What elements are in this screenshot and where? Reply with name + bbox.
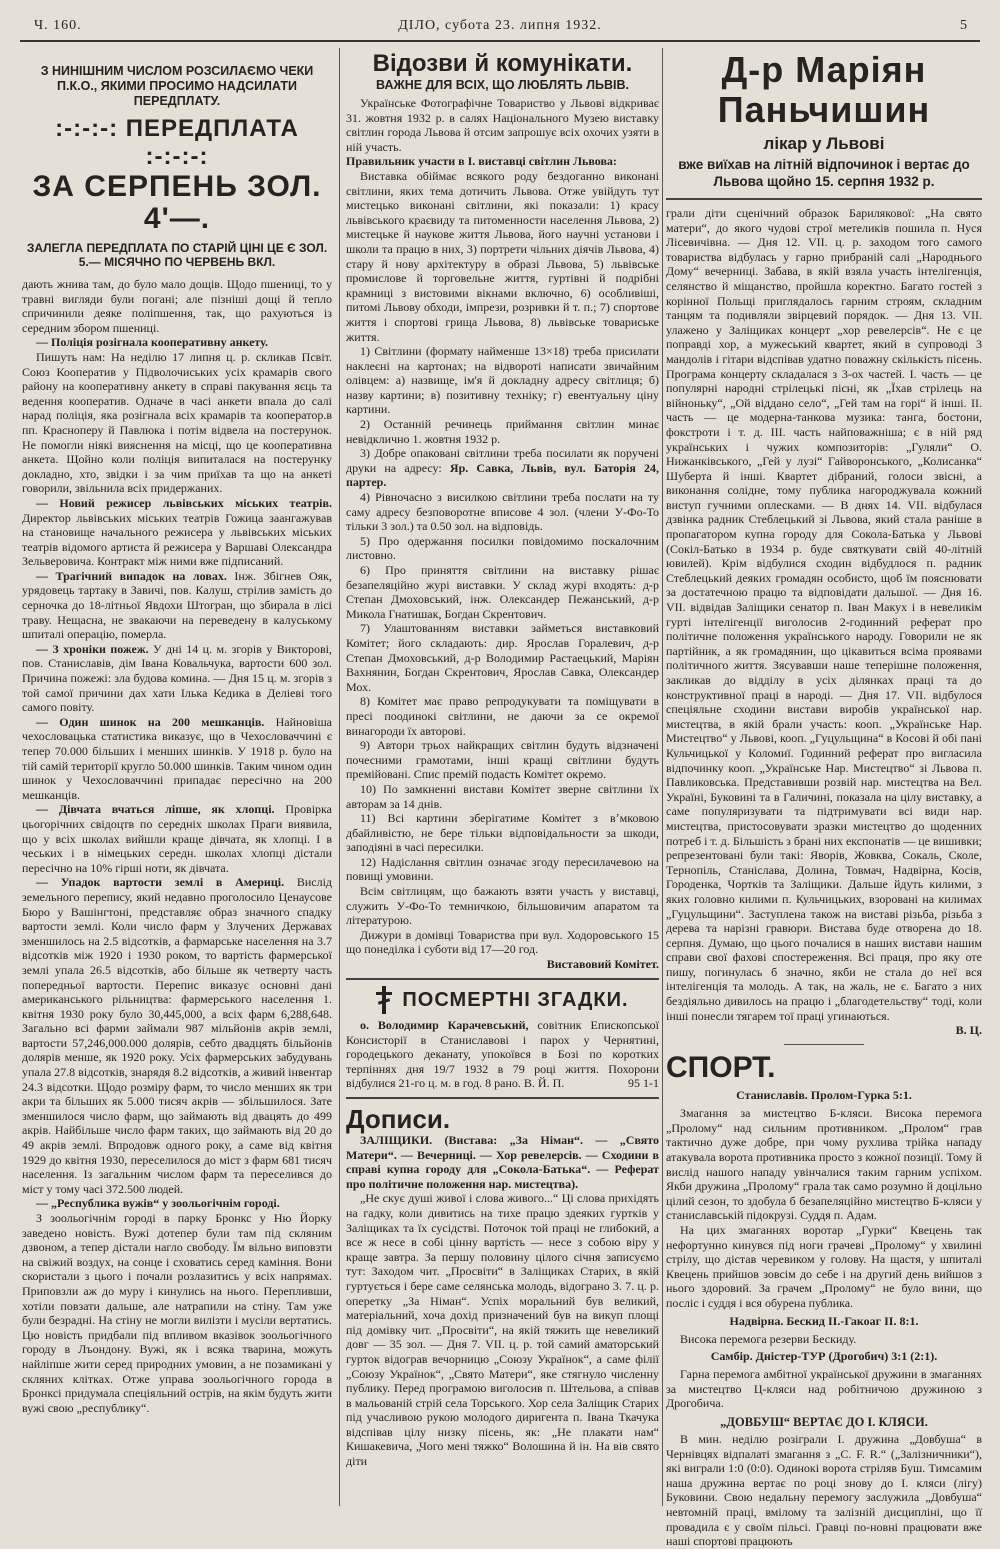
sport-body xyxy=(666,1367,982,1411)
column-middle xyxy=(346,48,659,1510)
subscription-heading: :-:-:-: ПЕРЕДПЛАТА :-:-:-: xyxy=(55,115,299,170)
article-text: Інж. Збігнев Ояк, урядовець тартаку в Завичі, пов. Калуш, стрілив замість до серночка до 18-літньої Явдохи Штогран, що збирала в лісі траву. Нещасна, не звакаючи на переведену в калуському шпиталі операцію, померла. xyxy=(22,568,333,642)
rule-item: 4) Рівночасно з висилкою світлини треба послати на ту саму адресу безповоротне вписове 4 зол. (члени У-Фо-То тільки 3 зол.) та 0.50 зол. на відповідь. xyxy=(346,490,659,534)
match-report: В мин. неділю розіграли І. дружина „Довбуша“ в Чернівцях відпалаті змагання з „С. F. R.“ („Залізничники“), які виграли 1:0 (0:0). Одинокі ворота стріляв Буш. Тимсамим наша дружина вертає по році знову до І. кляси (лігу) Буковини. Свою недальну перемогу заслужила „Довбуша“ невтомній праці, вмілому та залізній дисципліні, що її провадила є у своїм пільсі. Гравці по-новні працювати вже наші спортові працюють xyxy=(666,1431,982,1549)
issue-number: Ч. 160. xyxy=(34,18,82,33)
obituary-header xyxy=(346,986,659,1014)
rule-item: 1) Світлини (формату найменше 13×18) треба присилати наклеєні на картонах; на відвороті написати звичайним олівцем: а) назвище, ім'я й докладну адресу світлиця; б) назву картини; в) позитивну техніку; г) евентуальну ціну картини. xyxy=(346,344,659,417)
article-taverns xyxy=(22,715,332,803)
rule-item: 9) Автори трьох найкращих світлин будуть відзначені почесними грамотами, інші кращі світлини будуть премійовані. Спис премій подасть Комітет окремо. xyxy=(346,738,659,782)
article-theatre xyxy=(22,496,332,569)
running-head xyxy=(30,16,970,38)
obituary-details: совітник Епископської Консисторії в Станиславові і парох у Чернятині, городецького деканату, упокоївся в Бозі по коротких терпіннях дня 19/7 1932 в 79 році життя. Похорони відбулися 21-го ц. м. в год. 8 рано. В. Й. П. xyxy=(346,1018,659,1091)
article-coop xyxy=(22,335,332,350)
rule-text: 3) Добре опаковані світлини треба посилати як поручені друки на адресу: xyxy=(346,446,659,475)
article-heading: — Упадок вартости землі в Америці. xyxy=(36,875,285,890)
article-land xyxy=(22,875,332,1196)
rule-item: 7) Улаштованням виставки займеться виставковий Комітет; його складають: дир. Ярослав Горалевич, д-р Степан Дмоховський, д-р Володимир Растаецький, Маріян Вахнянин, Богдан Скрентович, Ярослав Савка, Олександер Мох. xyxy=(346,621,659,694)
article-heading: — Дівчата вчаться ліпше, як хлопці. xyxy=(36,802,275,817)
paragraph: Українське Фотографічне Товариство у Львові відкриває 31. жовтня 1932 р. в салях Національного Музею виставку світлин города Львова й отсим запрошує всіх охочих узяти в ній участь. xyxy=(346,96,659,154)
report-heading: ЗАЛІЩИКИ. (Вистава: „За Німан“. — „Свято Матери“. — Вечерниці. — Хор ревелерсів. — Сходини в справі купна городу для „Сокола-Батька“. — Реферат про політичне положення нар. мистецтва). xyxy=(346,1133,659,1191)
article-heading: — З хроніки пожеж. xyxy=(36,641,149,656)
article-text: Директор львівських міських театрів Гожица заангажував на становище начального режисера у львівських міських театрів відомого артиста й режисера у Варшаві Олександра Зельверовича. Контракт між ними вже підписаний. xyxy=(22,510,332,569)
section-title-reports: Дописи. xyxy=(346,1104,451,1134)
article-text: дають жнива там, до було мало дощів. Щодо пшениці, то у травні вигляди були погані; але пізніші дощі й тепло спричинили деяке поліпшення, так, що рахуються із середним збором пшениці. xyxy=(22,277,332,335)
paragraph: Дижури в домівці Товариства при вул. Ходоровського 15 що понеділка і суботи від 17—20 год. xyxy=(346,927,659,957)
paragraph: Всім світлицям, що бажають взяти участь у виставці, служить У-Фо-То темничкою, більшовичим апаратом та літературою. xyxy=(346,884,659,928)
subscription-notice: З НИНІШНИМ ЧИСЛОМ РОЗСИЛАЄМО ЧЕКИ П.К.О., ЯКИМИ ПРОСИМО НАДСИЛАТИ ПЕРЕДПЛАТУ. xyxy=(40,64,314,108)
article-text: З зоольогічнім городі в парку Бронкс у Ню Йорку заведено новість. Вужі дотепер були там під скляним дзвоном, а тепер дістали нагло свободу. Їм вільно виповзти на свіжий воздух, на сонце і сховатись серед каміння. Вони скористали з цього і почали розлазитись у всіх напрямах. Приповзли аж до муру і кинулись на нього. Перепливши, хотіли повзати дальше, але натрапили на стіну. Там уже були безрадні. На стіну не могли вилізти і мусіли вертатись. Цю новість придбали під впливом вказівок зоольогічного городу в Лъондону. Вужі, як і всяка тварина, можуть найліпше жити серед природних умовин, а не позамикані у скляних клітках. Отже управа зоольогічного города в Бронксі придумала спеціяльний острів, на якім будуть жити вужі свою „республику“. xyxy=(22,1211,332,1415)
report-text: „Не скує душі живої і слова живого...“ Ці слова прихідять на гадку, коли дивитись на тихе працю здеяких гуртків у Заліщиках та їх сусідстві. Поточок той праці не глибокий, а все ж несе в собі цінну вартість — несе з собою віру у краще завтра. За першу половину цілого січня записуємо тут: Заходом чит. „Просвіти“ в Заліщиках Старих, в якій гуртується і бере саме селянська молодь, відограно 3. 7. ц. р. оперетку „За Німан“. Успіх моральний був великий, матеріальний, хоча дохід призначений був на викуп площі під домівку чит. „Просвіти“, на якій тяжить ще невеликий довг — 35 зол. — Дня 7. VII. ц. р. той самий аматорський гурток відограв вечорницю „Союзу Українок“, а саме філії „Союзу Українок“, „Свято Матери“, яке стягнуло численну публику. Перед програмою виголосив п. Штельова, а співав в мальованій стрій села Торського. Хор села Заліщик Старих під учасливою рукою молодого диригента п. Івана Ткачука відспівав цілу низку пісень, як: „Не плакати нам“ Кишакевича, „Чого мені тяжко“ Волошина й ін. На вів свято діти xyxy=(346,1191,659,1469)
signature: Виставовий Комітет. xyxy=(546,957,659,972)
report-text: грали діти сценічний образок Барилякової: „На свято матери“, до якого чудові строї метеликів пошила п. Нуся Лісевичівна. — Дня 12. VII. ц. р. заходом того самого товариства відбулась у гарно прибраній салі „Народнього Дому“ вечерниці. Забава, в якій взяла участь інтелігенція, селянство й міщанство, пройшла коректно. Багато гостей з корінної Польщі приглядалось гарним строям, складним танцям та подивляли звірцевий порядок. — Дня 13. VII. улажено у Заліщиках концерт „хор ревелерсів“. Не є це поправді хор, а мужеський квартет, який в супроводі 3 мандолів і гітари відспівав удатно поважну скількість пісень. Програма концерту складалася з 3-ох частей. І. часть — це популярні народні стрілецькі пісні, як „Їхав стрілець на війноньку“, „Ой віддано село“, „Гей там на горі“ й інші. ІІ. часть — це модерна-танкова музика: танга, бостони, фокстроти і т. д. ІІІ. часть найповажніша; є в ній ряд українських і чужих композиторів: „Гуляли“ О. Нижанківського, „Гей у лузі“ Гайворонського, „Колисанка“ Шуберта й інші. Квартет дібраний, голоси звісні, а виконання солідне, тому публика нагороджувала кожний виступ гучними оплесками. — В днях 14. VII. відбулася дзвінка радник Стеблецький зі Львова, який стала раніше в пропагатором купна городу для Сокола-Батька у Львові (Сокіл-Батько в 1934 р. буде святкувати свій 40-літній ювилей). Крім відбулися сходин відбудлося п. радник Стеблецький деяких громадян особисто, щоб їм пояснювати за достатечною працю та відповідати дальшої. — Дня 16. VII. відвідав Заліщики сенатор п. Іван Макух і в невеликім гурті інтелігенції виголосив 2-годинний реферат про політичне положення українського народу. Говорили не як партійник, а як громадянин, що цікавиться всіма проявами політичного життя. Зясувавши наше теперішне положення, закликав до відділу в усіх ділянках праці та до конструктивної праці в народі. — Дня 17. VII. відбулося спеціяльне сходини вистави виробів української нар. мистецтва, в якій брали участь: кооп. „Українське Нар. Мистецтво“ у Львові, кооп. „Гуцульщина“ в Косові й обі пані Кульчицької у Коломиї. Годинний реферат про вигласила відпочинку кооп. „Українське Нар. Мистецтво“ зі Львова п. Павликовська. Представивши розвій нар. мистецтва на Вел. Україні, Буковині та в Галичині, показала на цілу виставку, а саме популяризувати та підтримувати всі види нар. мистецтва, пристосовувати зразки мистецтво до щоденних потреб і т. д. Більшість з брані них експонатів — це вишивки; репрезентовані були такі: Яворів, Жовква, Сокаль, Сколе, Тернопіль, Станіслава, Долина, Товмач, Надвірна, Косів, Городенка, Чортків та Заліщики. Дальше йдуть килими, з яких головно килими п. Кульчицьких, взоровані на килимах „Гуцульщини“. Заступлена також на виставі різьба, різьба з дерева та нарізні гравюри. Вистава буде отворена до 18. серпня. Думаю, що цього почалися в наших вистави нашим справи свої фахові спостереження. Всі праця, про яку оте пишу, погинулась б значно, якби не стала до неї вся інтелігенція та молодь. А так, на жаль, не є. Багато з них бездіяльно дивилось на працю і „благодетельству“ тоді, коли інші понесли тягарем тої праці угинаються. xyxy=(666,206,982,1023)
article-heading: — Новий режисер львівських міських театрів. xyxy=(36,495,332,510)
section-rule xyxy=(346,978,659,980)
match-report: Змагання за мистецтво Б-кляси. Висока перемога „Пролому“ над сильним противником. „Пролом“ грав тактично дуже добре, при чому рухлива трійка нападу атакувала ворота противника просто з кожної позиції. Тому й вислід нашого нападу увінчалися таким гарним успіхом. Якби дружина „Пролому“ грала так само розумно й доцільно цілий сезон, то здобула б безапеляційно мистецтво Б-кляси у станиславській підокрузі. Суддя п. Адам. xyxy=(666,1106,982,1223)
appeals-body xyxy=(346,96,659,957)
section-title-appeals: Відозви й комунікати. xyxy=(372,50,633,77)
rule-item: 5) Про одержання посилки повідомимо поскалочним листовно. xyxy=(346,533,659,563)
separator xyxy=(784,1044,864,1045)
article-heading: — Один шинок на 200 мешканців. xyxy=(36,714,265,729)
obituary-text xyxy=(346,1018,659,1091)
article-zoo xyxy=(22,1196,332,1211)
article-girls xyxy=(22,802,332,875)
article-text: У дні 14 ц. м. згорів у Викторові, пов. Станиславів, дім Івана Ковальчука, вартости 600 зол. Причина пожежі: зла будова комина. — Дня 15 ц. м. згорів з той самої причини дах хати Ількa Кедика в Деліеві того самого повіту. xyxy=(22,641,332,715)
article-heading: — Трагічний випадок на ловах. xyxy=(36,568,227,583)
header-rule xyxy=(20,40,980,42)
obituary-code: 95 1-1 xyxy=(628,1076,659,1091)
article-text: Пишуть нам: На неділю 17 липня ц. р. скликав Псвіт. Союз Кооператив у Підволочиських усіх крамарів свого району на кооперативну анкету в справі пакування яєць та ведення кооператив. Одначе в часі анкети впала до салі нарад поліція, яка розігнала всіх крамарів та кооператор.в пп. Красноперу й Павлюка і потім відвела на постерунок. Не помогли ніякі вияснення на місці, що це кооперативна анкета. Щойно коли поліція випиталася на постерунку докладно, хто, звідки і за чим приїхав та що на анкеті говорили, звільнила всіх придержаних. xyxy=(22,349,332,496)
sport-title: СПОРТ. xyxy=(666,1051,776,1085)
match-report: Висока перемога резерви Бескиду. xyxy=(680,1331,857,1346)
rule-item: 6) Про приняття світлини на виставку рішає безапеляційно журі виставки. У склад журі входять: д-р Степан Дмоховський, інж. Олександер Пежанський, д-р Микола Гнатишак, Богдан Скрентович. xyxy=(346,563,659,621)
subscription-price: ЗА СЕРПЕНЬ ЗОЛ. 4'—. xyxy=(32,170,322,235)
rule-item: 2) Останній речинець приймання світлин минає невідкличнo 1. жовтня 1932 р. xyxy=(346,417,659,446)
rule-item: 12) Надіслання світлин означає згоду пересилачeвою на повищі умовини. xyxy=(346,854,659,884)
section-rule xyxy=(666,198,982,200)
match-heading: Надвірна. Бескид ІІ.-Гакоаг ІІ. 8:1. xyxy=(729,1313,919,1328)
sport-body xyxy=(666,1106,982,1310)
doctor-ad-subtitle: лікар у Львові xyxy=(763,134,885,153)
article-heading: — „Республика вужів“ у зоольогічнім городі. xyxy=(36,1196,280,1211)
reports-continued xyxy=(666,206,982,1023)
rule-address: Яр. Савка, Львів, вул. Баторія 24, партер. xyxy=(346,460,659,490)
match-heading: Станиславів. Пролом-Гурка 5:1. xyxy=(736,1088,912,1103)
rule-item: 8) Комітет має право репродукувати та поміщувати в пресі пoодинокі світлини, не даючи за се окремої винагороди їх авторові. xyxy=(346,694,659,738)
article-hunt xyxy=(22,569,332,642)
paragraph: Виставка обіймає всякого роду бездоганно виконані світлини, яких тема дотичить Львова. Отже увійдуть тут мистецько виконані світлини, які показали: 1) красу львівського краєвиду та питоменности населення Львова, 2) мистецьке й наукове життя Львова, його научні установи і школи та працю в них, 3) портрети чільних діячів Львова, 4) стару й нову архітектуру в образі Львова, 5) львівське промислове й торговельне життя, гуртівні й подрібні крамниці з вистовими вікнами включно, 6) особливіші, питомі Львову обходи, імпрези, розривки й т. п.; 7) спортове життя і спортові грища Львова, 8) львівське товариське життя. xyxy=(346,168,659,344)
section-subtitle: ВАЖНЕ ДЛЯ ВСІХ, ЩО ЛЮБЛЯТЬ ЛЬВІВ. xyxy=(376,78,629,92)
doctor-ad-name: Д-р Маріян Паньчишин xyxy=(717,49,931,130)
column-divider xyxy=(662,48,663,1506)
rule-item: 10) По замкненні вистави Комітет зверне світлини їх авторам за 14 днів. xyxy=(346,781,659,811)
news-column-left xyxy=(22,277,332,1415)
column-right xyxy=(666,48,982,1549)
column-left xyxy=(22,48,332,1510)
reports-body xyxy=(346,1133,659,1469)
article-text: Вислід земельного перепису, який недавно проголосило Ценаусове Бюро у Вашінгтоні, представляє образ значного спадку вартости землі. Коли число фарм у Злучених Державах зменшилось на 2.5 відсотків, а фармарське населення на 3.7 відсотків між 1920 і 1930 роком, то вартість фармерської землі упала 26.5 відсотків, або більше як четверту часть попередньої вартости. Перепис виказує основні дані американського рільництва: фармерського населення 1. квітня 1930 року було 30,445,000, а всіх фарм 6,288,648. Загально всі фарми займали 987 мільйонів акрів землі, вартости 57,246,000.000 долярів, себто двадцять більйонів долярів менше, як 1920 року. Усіх фармерських забудувань упала 27.8 відсотків, знарядя 8.2 відсотків, а живий інвентар 24.3 відсотки. Щодо розміру фарм, то число менших як три акри та більших як 5.000 тисяч акрів — збільшилося. Зате зменшилося число фарм, що займають від двацять до 499 акрів. Найбільше число фарм таких, що займають від 20 до 49 акрів землі. Впродовж одного року, а саме від квітня 1929 до квітня 1930, переселилося до міст з фарм 681 тисяч населення. Із загальним числом фарм та переселився до міст у тому часі 372.500 людей. xyxy=(22,875,333,1196)
cross-icon xyxy=(376,986,392,1014)
masthead-date: ДІЛО, субота 23. липня 1932. xyxy=(398,18,602,33)
page-number: 5 xyxy=(960,18,968,33)
obituary-name: о. Володимир Карачевський, xyxy=(360,1018,529,1033)
article-text: Провірка цьогорічних свідоцтв по середніх школах Праги виявила, що у всіх школах вийшли краще дівчата, як хлопці. І в чеських і в німецьких середн. школах хлопці дістали пересічно на 10% гірші ноти, як дівчата. xyxy=(22,802,332,875)
match-heading: Самбір. Дністер-ТУР (Дрогобич) 3:1 (2:1). xyxy=(710,1349,938,1364)
article-text: Найновіша чехословацька статистика виказує, що в Чехословаччині є тепер 70.000 більших і менших шинків. У 1918 р. було на тій самій території кругло 50.000 шинків. Таким чином один шинок у Чехословаччині припадає пересічно на 200 мешканців. xyxy=(22,714,333,802)
obituary-title: ПОСМЕРТНІ ЗГАДКИ. xyxy=(402,988,629,1011)
rule-item: 11) Всі картини зберігатиме Комітет з вʼмковою дбайливістю, не бере тільки відповідальности за шкоди, заподіяні в часі пересилки. xyxy=(346,811,659,855)
rules-heading: Правильник участи в І. виставці світлин Львова: xyxy=(346,154,617,169)
section-rule xyxy=(346,1097,659,1099)
article-heading: — Поліція розігнала кооперативну анкету. xyxy=(36,335,268,350)
match-report: Гарна перемога амбітної української дружини в змаганнях за мистецтво Ц-кляси над робітничою дружиною з Дрогобича. xyxy=(666,1367,982,1411)
report-signature: В. Ц. xyxy=(955,1023,982,1038)
obituary-body xyxy=(346,1018,659,1091)
subscription-note: ЗАЛЕГЛА ПЕРЕДПЛАТА ПО СТАРІЙ ЦІНІ ЦЕ Є ЗОЛ. 5.— МІСЯЧНО ПО ЧЕРВЕНЬ ВКЛ. xyxy=(26,241,328,269)
doctor-ad-body: вже виїхав на літній відпочинок і вертає до Львова щойно 15. серпня 1932 р. xyxy=(678,157,970,189)
sport-body xyxy=(666,1332,982,1347)
column-divider xyxy=(339,48,340,1506)
article-fire xyxy=(22,642,332,715)
rule-item xyxy=(346,446,659,490)
match-heading: „ДОВБУШ“ ВЕРТАЄ ДО І. КЛЯСИ. xyxy=(720,1414,928,1429)
match-report: На цих змаганнях воротар „Гурки“ Квецень так нефортунно кинувся під ноги грачеві „Пролому“ у хвилині стрілу, що дістав черевиком у голову. На щастя, у шпиталі Квецень прийшов зовсім до себе і на другий день вийшов з нього здоровий. За грачем „Пролому“ не було вини, що посліс і суддя і вся обурена публика. xyxy=(666,1223,982,1310)
sport-body xyxy=(666,1432,982,1549)
